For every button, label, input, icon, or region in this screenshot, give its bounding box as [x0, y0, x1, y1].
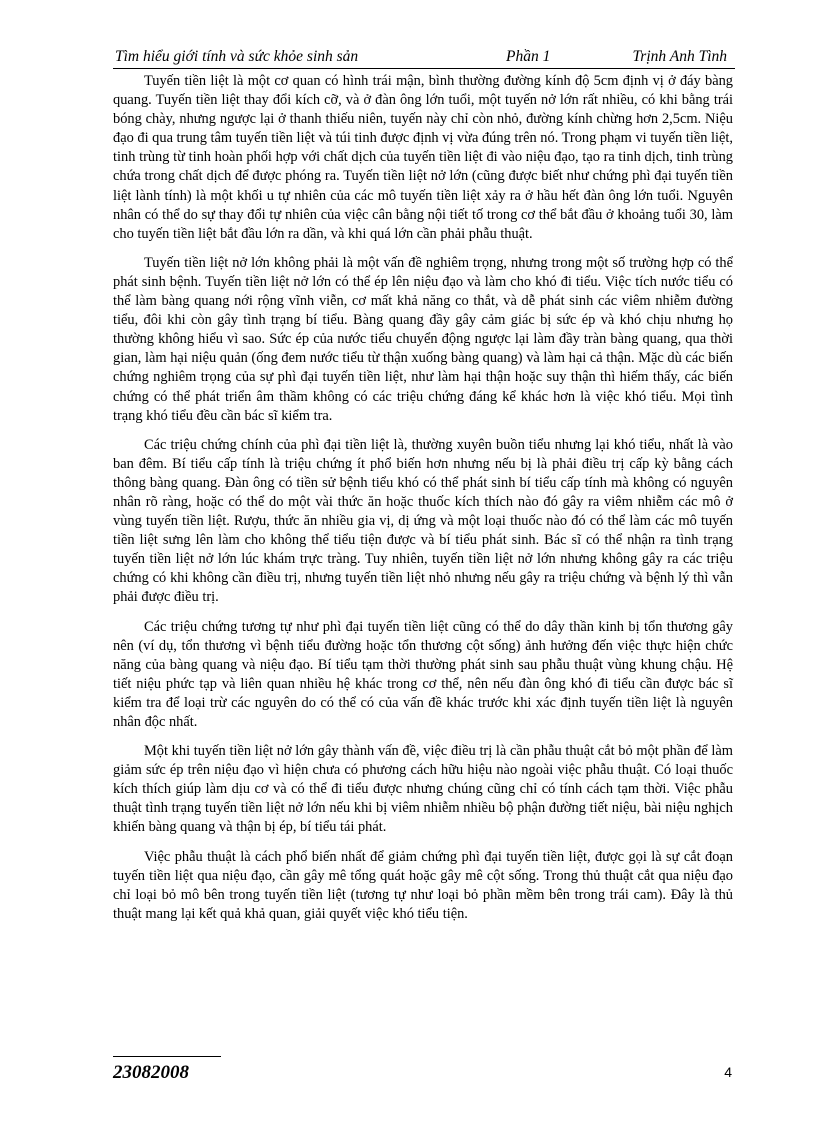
header-part: Phần 1 — [506, 48, 551, 65]
paragraph-5: Một khi tuyến tiền liệt nở lớn gây thành vấn đề, việc điều trị là cần phẫu thuật cắt bỏ một phần để làm giảm sức ép trên niệu đạo vì hiện chưa có phương cách hữu hiệu nào ngoài việc phẫu thuật. Có loại thuốc kích thích giúp làm dịu cơ và có thể đi tiểu được nhưng chúng cũng chỉ có tính cách tạm thời. Việc phẫu thuật tình trạng tuyến tiền liệt nở lớn nếu khi bị viêm nhiễm nhiều bộ phận đường tiết niệu, bài niệu nghịch khiến bàng quang và thận bị ép, bí tiểu tái phát. — [113, 743, 733, 836]
footer-rule — [113, 1056, 221, 1057]
running-header — [113, 46, 735, 69]
paragraph-1: Tuyến tiền liệt là một cơ quan có hình trái mận, bình thường đường kính độ 5cm định vị ở đáy bàng quang. Tuyến tiền liệt thay đổi kích cỡ, và ở đàn ông lớn tuổi, một tuyến nở lớn rất nhiều, có khi bằng trái bóng chày, nhưng ngược lại ở thanh thiếu niên, tuyến này chỉ còn nhỏ, đường kính chừng hơn 2,5cm. Niệu đạo đi qua trung tâm tuyến tiền liệt và túi tinh được định vị vừa đúng trên nó. Trong phạm vi tuyến tiền liệt, tinh trùng từ tinh hoàn phối hợp với chất dịch của tuyến tiền liệt đi vào niệu đạo, tạo ra tinh dịch, tinh trùng chứa trong chất dịch để được phóng ra. Tuyến tiền liệt nở lớn (cũng được biết như chứng phì đại tuyến tiền liệt lành tính) là một khối u tự nhiên của các mô tuyến tiền liệt xảy ra ở hầu hết đàn ông lớn tuổi. Nguyên nhân có thể do sự thay đổi tự nhiên của việc cân bằng nội tiết tố trong cơ thể bắt đầu ở khoảng tuổi 30, làm cho tuyến tiền liệt bắt đầu lớn ra dần, và khi quá lớn cần phải phẫu thuật. — [113, 73, 733, 242]
header-author: Trịnh Anh Tình — [632, 48, 727, 65]
header-book-title: Tìm hiểu giới tính và sức khỏe sinh sản — [115, 48, 359, 65]
paragraph-2: Tuyến tiền liệt nở lớn không phải là một vấn đề nghiêm trọng, nhưng trong một số trường hợp có thể phát sinh bệnh. Tuyến tiền liệt nở lớn có thể ép lên niệu đạo và làm cho khó đi tiểu. Việc tích nước tiểu có thể làm bàng quang nới rộng vĩnh viễn, cơ mất khả năng co thắt, và dễ phát sinh các viêm nhiễm đường tiểu, đôi khi còn gây tình trạng bí tiểu. Bàng quang đầy gây cảm giác bị sức ép và khó chịu nhưng họ thường không hiểu vì sao. Sức ép của nước tiểu chuyển động ngược lại làm đầy tràn bàng quang, qua thời gian, làm hại niệu quản (ống đem nước tiểu từ thận xuống bàng quang) và làm hại cả thận. Mặc dù các biến chứng nghiêm trọng của sự phì đại tuyến tiền liệt, như làm hại thận hoặc suy thận thì hiếm thấy, các biến chứng có thể phát triển âm thầm không có các triệu chứng đáng kể khác hơn là việc khó tiểu. Mọi tình trạng khó tiểu đều cần bác sĩ kiểm tra. — [113, 254, 733, 424]
paragraph-4: Các triệu chứng tương tự như phì đại tuyến tiền liệt cũng có thể do dây thần kinh bị tổn thương gây nên (ví dụ, tổn thương vì bệnh tiểu đường hoặc tổn thương cột sống) ảnh hưởng đến việc thực hiện chức năng của bàng quang và niệu đạo. Bí tiểu tạm thời thường phát sinh sau phẫu thuật vùng khung chậu. Hệ tiết niệu phức tạp và liên quan nhiều hệ khác trong cơ thể, nên nếu đàn ông khó đi tiểu cần được bác sĩ kiểm tra để loại trừ các nguyên do có thể có của vấn đề khác trước khi xác định tuyến tiền liệt là nguyên nhân độc nhất. — [113, 618, 733, 730]
footer-date: 23082008 — [113, 1062, 189, 1083]
paragraph-3: Các triệu chứng chính của phì đại tiền liệt là, thường xuyên buồn tiểu nhưng lại khó tiểu, nhất là vào ban đêm. Bí tiểu cấp tính là triệu chứng ít phổ biến hơn nhưng nếu bị là phải điều trị cấp kỳ bằng cách thông bàng quang. Đàn ông có tiền sử bệnh tiểu khó có thể phát sinh bí tiểu cấp tính mà không có nguyên nhân rõ ràng, hoặc có thể do một vài thức ăn hoặc thuốc kích thích nào đó gây ra viêm nhiễm các mô ở vùng tuyến tiền liệt. Rượu, thức ăn nhiều gia vị, dị ứng và một loại thuốc nào đó có thể làm các mô tuyến tiền liệt sưng lên làm cho không thể tiểu tiện được và bí tiểu phát sinh. Bác sĩ có thể nhận ra tình trạng tuyến tiền liệt nở lớn lúc khám trực tràng. Tuy nhiên, tuyến tiền liệt nở lớn nhưng không gây ra các triệu chứng có khi không cần điều trị, nhưng tuyến tiền liệt nhỏ nhưng nếu gây ra triệu chứng và bệnh lý thì vẫn phải được điều trị. — [113, 436, 733, 606]
body-text — [113, 72, 733, 934]
paragraph-6: Việc phẫu thuật là cách phổ biến nhất để giảm chứng phì đại tuyến tiền liệt, được gọi là sự cắt đoạn tuyến tiền liệt qua niệu đạo, cần gây mê tổng quát hoặc gây mê cột sống. Trong thủ thuật cắt qua niệu đạo chỉ loại bỏ mô bên trong tuyến tiền liệt (tương tự như loại bỏ phần mềm bên trong trái cam). Đây là thủ thuật mang lại kết quả khả quan, giải quyết việc khó tiểu tiện. — [113, 848, 733, 922]
page-number: 4 — [724, 1064, 732, 1080]
